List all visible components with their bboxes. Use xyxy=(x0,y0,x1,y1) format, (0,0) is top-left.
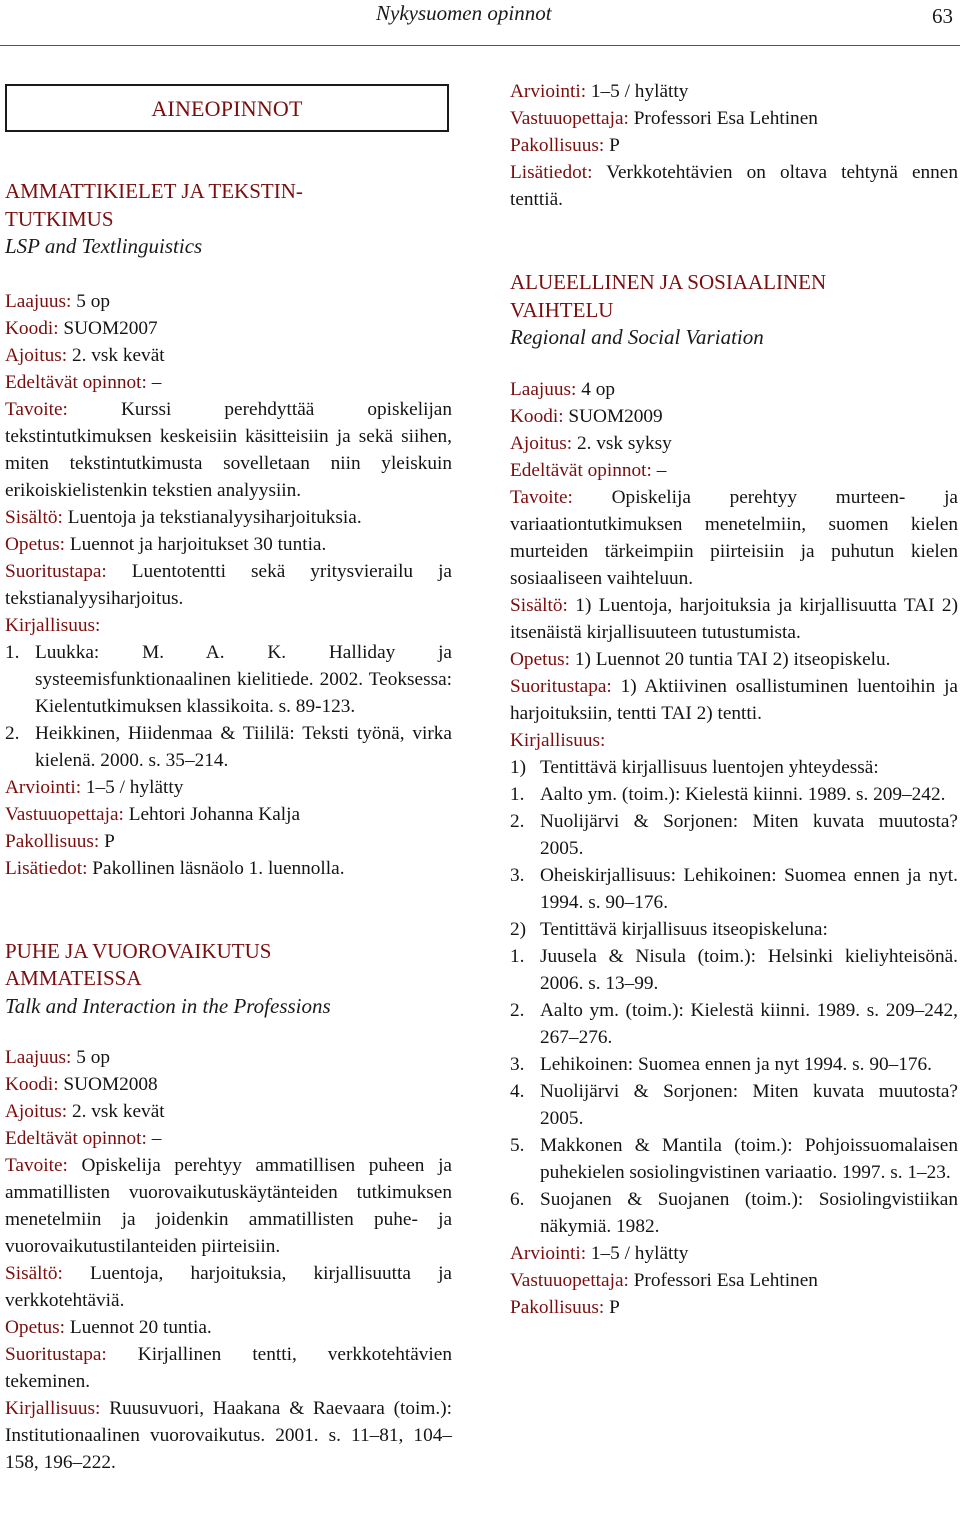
literature-item: 1. Luukka: M. A. K. Halliday ja systeemisfunktionaalinen kielitiede. 2002. Teoksessa: Kielentutkimuksen klassikoita. s. 89-123. xyxy=(5,641,452,717)
field-koodi: Koodi: SUOM2009 xyxy=(510,405,663,427)
field-arviointi: Arviointi: 1–5 / hylätty xyxy=(510,81,689,102)
header-rule xyxy=(0,45,960,46)
field-tavoite: Tavoite: Kurssi perehdyttää opiskelijan tekstintutkimuksen keskeisiin käsitteisiin ja sekä siihen, miten tekstintutkimusta sovelletaan niin yleiskuin erikoiskielistenkin tekstien analyysiin. xyxy=(5,398,453,501)
literature-item: 6. Suojanen & Suojanen (toim.): Sosiolingvistiikan näkymiä. 1982. xyxy=(510,1188,958,1237)
literature-item: 4. Nuolijärvi & Sorjonen: Miten kuvata muutosta? 2005. xyxy=(510,1080,958,1129)
course-title-english: Talk and Interaction in the Professions xyxy=(5,993,331,1018)
field-edeltavat: Edeltävät opinnot: – xyxy=(5,1128,162,1149)
field-suoritustapa: Suoritustapa: Luentotentti sekä yritysvierailu ja tekstianalyysiharjoitus. xyxy=(5,560,452,609)
section-heading: AINEOPINNOT xyxy=(151,96,303,121)
field-edeltavat: Edeltävät opinnot: – xyxy=(5,371,162,393)
course-title-line: TUTKIMUS xyxy=(5,206,114,231)
field-koodi: Koodi: SUOM2008 xyxy=(5,1074,158,1095)
field-laajuus: Laajuus: 5 op xyxy=(5,1047,110,1068)
literature-item: 2. Heikkinen, Hiidenmaa & Tiililä: Teksti työnä, virka kielenä. 2000. s. 35–214. xyxy=(5,722,452,771)
running-header-title: Nykysuomen opinnot xyxy=(376,1,552,25)
field-lisatiedot: Lisätiedot: Verkkotehtävien on oltava tehtynä ennen tenttiä. xyxy=(510,162,958,210)
field-koodi: Koodi: SUOM2007 xyxy=(5,317,158,339)
course-title-line: ALUEELLINEN JA SOSIAALINEN xyxy=(510,270,827,294)
field-pakollisuus: Pakollisuus: P xyxy=(510,1296,620,1318)
field-opetus: Opetus: 1) Luennot 20 tuntia TAI 2) itseopiskelu. xyxy=(510,648,891,670)
field-tavoite: Tavoite: Opiskelija perehtyy ammatillisen puheen ja ammatillisten vuorovaikutuskäytänteiden tutkimuksen menetelmiin ja joidenkin ammatillisten puhe- ja vuorovaikutustilanteiden piirteisiin. xyxy=(5,1155,452,1257)
literature-item: 5. Makkonen & Mantila (toim.): Pohjoissuomalaisen puhekielen sosiolingvistinen variaatio. 1997. s. 1–23. xyxy=(510,1134,958,1183)
field-ajoitus: Ajoitus: 2. vsk kevät xyxy=(5,1101,165,1122)
literature-subheading: 1) Tentittävä kirjallisuus luentojen yhteydessä: xyxy=(510,756,879,778)
field-pakollisuus: Pakollisuus: P xyxy=(510,135,620,156)
field-ajoitus: Ajoitus: 2. vsk kevät xyxy=(5,344,165,366)
field-suoritustapa: Suoritustapa: 1) Aktiivinen osallistuminen luentoihin ja harjoituksiin, tentti TAI 2) tentti. xyxy=(510,675,958,724)
field-vastuuopettaja: Vastuuopettaja: Lehtori Johanna Kalja xyxy=(5,803,301,825)
section-box xyxy=(5,84,449,132)
course-title-line: PUHE JA VUOROVAIKUTUS xyxy=(5,938,272,963)
field-opetus: Opetus: Luennot ja harjoitukset 30 tuntia. xyxy=(5,533,327,555)
field-lisatiedot: Lisätiedot: Pakollinen läsnäolo 1. luennolla. xyxy=(5,857,345,879)
course-title-line: VAIHTELU xyxy=(510,297,614,322)
page-number: 63 xyxy=(932,4,953,28)
literature-item: 2. Nuolijärvi & Sorjonen: Miten kuvata muutosta? 2005. xyxy=(510,810,958,859)
literature-item: 1. Juusela & Nisula (toim.): Helsinki kieliyhteisönä. 2006. s. 13–99. xyxy=(510,945,958,994)
field-kirjallisuus-label: Kirjallisuus: xyxy=(510,729,606,751)
literature-item: 3. Oheiskirjallisuus: Lehikoinen: Suomea ennen ja nyt. 1994. s. 90–176. xyxy=(510,864,958,913)
field-sisalto: Sisältö: 1) Luentoja, harjoituksia ja kirjallisuutta TAI 2) itsenäistä kirjallisuuteen tutustumista. xyxy=(510,594,958,643)
literature-subheading: 2) Tentittävä kirjallisuus itseopiskeluna: xyxy=(510,918,828,940)
field-arviointi: Arviointi: 1–5 / hylätty xyxy=(5,776,184,798)
course-title-english: Regional and Social Variation xyxy=(510,325,764,349)
course-title-line: AMMATEISSA xyxy=(5,966,142,990)
field-sisalto: Sisältö: Luentoja ja tekstianalyysiharjoituksia. xyxy=(5,506,362,528)
right-column xyxy=(510,78,958,1321)
field-arviointi: Arviointi: 1–5 / hylätty xyxy=(510,1242,689,1264)
field-pakollisuus: Pakollisuus: P xyxy=(5,830,115,852)
literature-item: 2. Aalto ym. (toim.): Kielestä kiinni. 1989. s. 209–242, 267–276. xyxy=(510,999,958,1048)
field-vastuuopettaja: Vastuuopettaja: Professori Esa Lehtinen xyxy=(510,1269,818,1291)
field-sisalto: Sisältö: Luentoja, harjoituksia, kirjallisuutta ja verkkotehtäviä. xyxy=(5,1263,452,1311)
left-column xyxy=(5,178,452,1476)
field-laajuus: Laajuus: 5 op xyxy=(5,290,110,312)
literature-item: 1. Aalto ym. (toim.): Kielestä kiinni. 1989. s. 209–242. xyxy=(510,783,946,805)
field-suoritustapa: Suoritustapa: Kirjallinen tentti, verkkotehtävien tekeminen. xyxy=(5,1344,452,1392)
literature-item: 3. Lehikoinen: Suomea ennen ja nyt 1994. s. 90–176. xyxy=(510,1053,932,1075)
field-vastuuopettaja: Vastuuopettaja: Professori Esa Lehtinen xyxy=(510,108,818,129)
field-edeltavat: Edeltävät opinnot: – xyxy=(510,459,667,481)
field-opetus: Opetus: Luennot 20 tuntia. xyxy=(5,1317,212,1338)
course-title-line: AMMATTIKIELET JA TEKSTIN- xyxy=(5,179,303,203)
field-kirjallisuus: Kirjallisuus: Ruusuvuori, Haakana & Raevaara (toim.): Institutionaalinen vuorovaikutus. 2001. s. 11–81, 104–158, 196–222. xyxy=(5,1398,452,1473)
course-title-english: LSP and Textlinguistics xyxy=(5,234,203,258)
field-laajuus: Laajuus: 4 op xyxy=(510,378,615,400)
field-kirjallisuus-label: Kirjallisuus: xyxy=(5,614,101,636)
field-ajoitus: Ajoitus: 2. vsk syksy xyxy=(510,432,672,454)
field-tavoite: Tavoite: Opiskelija perehtyy murteen- ja variaationtutkimuksen menetelmiin, suomen kielen murteiden tärkeimpiin piirteisiin ja puhutun kielen sosiaaliseen vaihteluun. xyxy=(510,486,958,589)
